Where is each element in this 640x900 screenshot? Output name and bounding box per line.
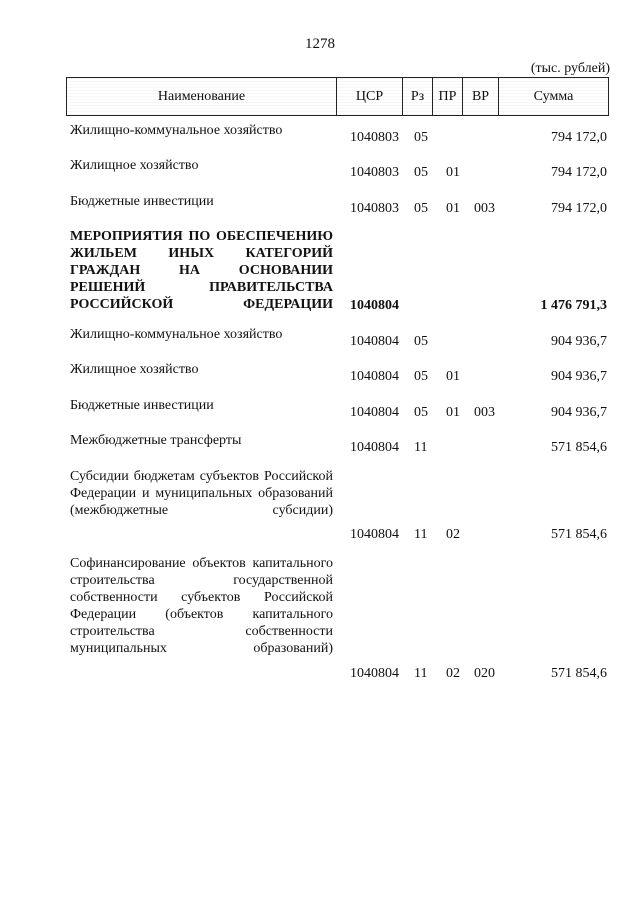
row-csr: 1040804 — [350, 666, 399, 681]
row-sum: 571 854,6 — [551, 527, 607, 542]
row-name: Субсидии бюджетам субъектов Российской Федерации и муниципальных образований (межбюджетные субсидии) — [70, 469, 333, 518]
row-name: МЕРОПРИЯТИЯ ПО ОБЕСПЕЧЕНИЮ ЖИЛЬЕМ ИНЫХ КАТЕГОРИЙ ГРАЖДАН НА ОСНОВАНИИ РЕШЕНИЙ ПРАВИТЕЛЬСТВА РОССИЙСКОЙ ФЕДЕРАЦИИ — [70, 229, 333, 312]
row-csr: 1040803 — [350, 201, 399, 216]
row-pr: 02 — [446, 527, 460, 542]
row-rz: 05 — [414, 405, 428, 420]
row-rz: 05 — [414, 334, 428, 349]
row-rz: 11 — [414, 666, 428, 681]
row-sum: 571 854,6 — [551, 666, 607, 681]
header-sum: Сумма — [533, 89, 574, 104]
header-vr: ВР — [463, 78, 499, 115]
row-sum: 794 172,0 — [551, 165, 607, 180]
row-vr: 003 — [474, 201, 495, 216]
units-label: (тыс. рублей) — [530, 61, 610, 76]
row-sum: 571 854,6 — [551, 440, 607, 455]
header-csr: ЦСР — [337, 78, 403, 115]
row-rz: 11 — [414, 440, 428, 455]
row-csr: 1040804 — [350, 440, 399, 455]
row-sum: 794 172,0 — [551, 130, 607, 145]
row-rz: 05 — [414, 201, 428, 216]
row-pr: 01 — [446, 369, 460, 384]
row-rz: 05 — [414, 165, 428, 180]
row-vr: 003 — [474, 405, 495, 420]
row-pr: 01 — [446, 405, 460, 420]
header-rz: Рз — [403, 78, 433, 115]
row-vr: 020 — [474, 666, 495, 681]
row-csr: 1040804 — [350, 405, 399, 420]
row-name: Межбюджетные трансферты — [70, 433, 242, 448]
row-name: Жилищно-коммунальное хозяйство — [70, 123, 283, 138]
row-csr: 1040803 — [350, 165, 399, 180]
row-sum: 904 936,7 — [551, 405, 607, 420]
row-name: Жилищное хозяйство — [70, 362, 199, 377]
row-csr: 1040803 — [350, 130, 399, 145]
row-rz: 05 — [414, 369, 428, 384]
row-name: Жилищно-коммунальное хозяйство — [70, 327, 283, 342]
row-rz: 05 — [414, 130, 428, 145]
row-pr: 01 — [446, 201, 460, 216]
header-pr: ПР — [433, 78, 463, 115]
row-sum: 904 936,7 — [551, 334, 607, 349]
row-csr: 1040804 — [350, 334, 399, 349]
row-name: Бюджетные инвестиции — [70, 194, 214, 209]
row-name: Жилищное хозяйство — [70, 158, 199, 173]
row-csr: 1040804 — [350, 369, 399, 384]
row-name: Софинансирование объектов капитального строительства государственной собственности субъектов Российской Федерации (объектов капитального строительства собственности муниципальных образований) — [70, 556, 333, 656]
header-name: Наименование — [67, 78, 337, 115]
table-header — [66, 77, 609, 116]
page-number: 1278 — [305, 36, 335, 52]
row-pr: 01 — [446, 165, 460, 180]
row-sum: 1 476 791,3 — [540, 298, 607, 313]
row-csr: 1040804 — [350, 298, 399, 313]
row-rz: 11 — [414, 527, 428, 542]
row-name: Бюджетные инвестиции — [70, 398, 214, 413]
row-csr: 1040804 — [350, 527, 399, 542]
row-sum: 904 936,7 — [551, 369, 607, 384]
row-sum: 794 172,0 — [551, 201, 607, 216]
row-pr: 02 — [446, 666, 460, 681]
